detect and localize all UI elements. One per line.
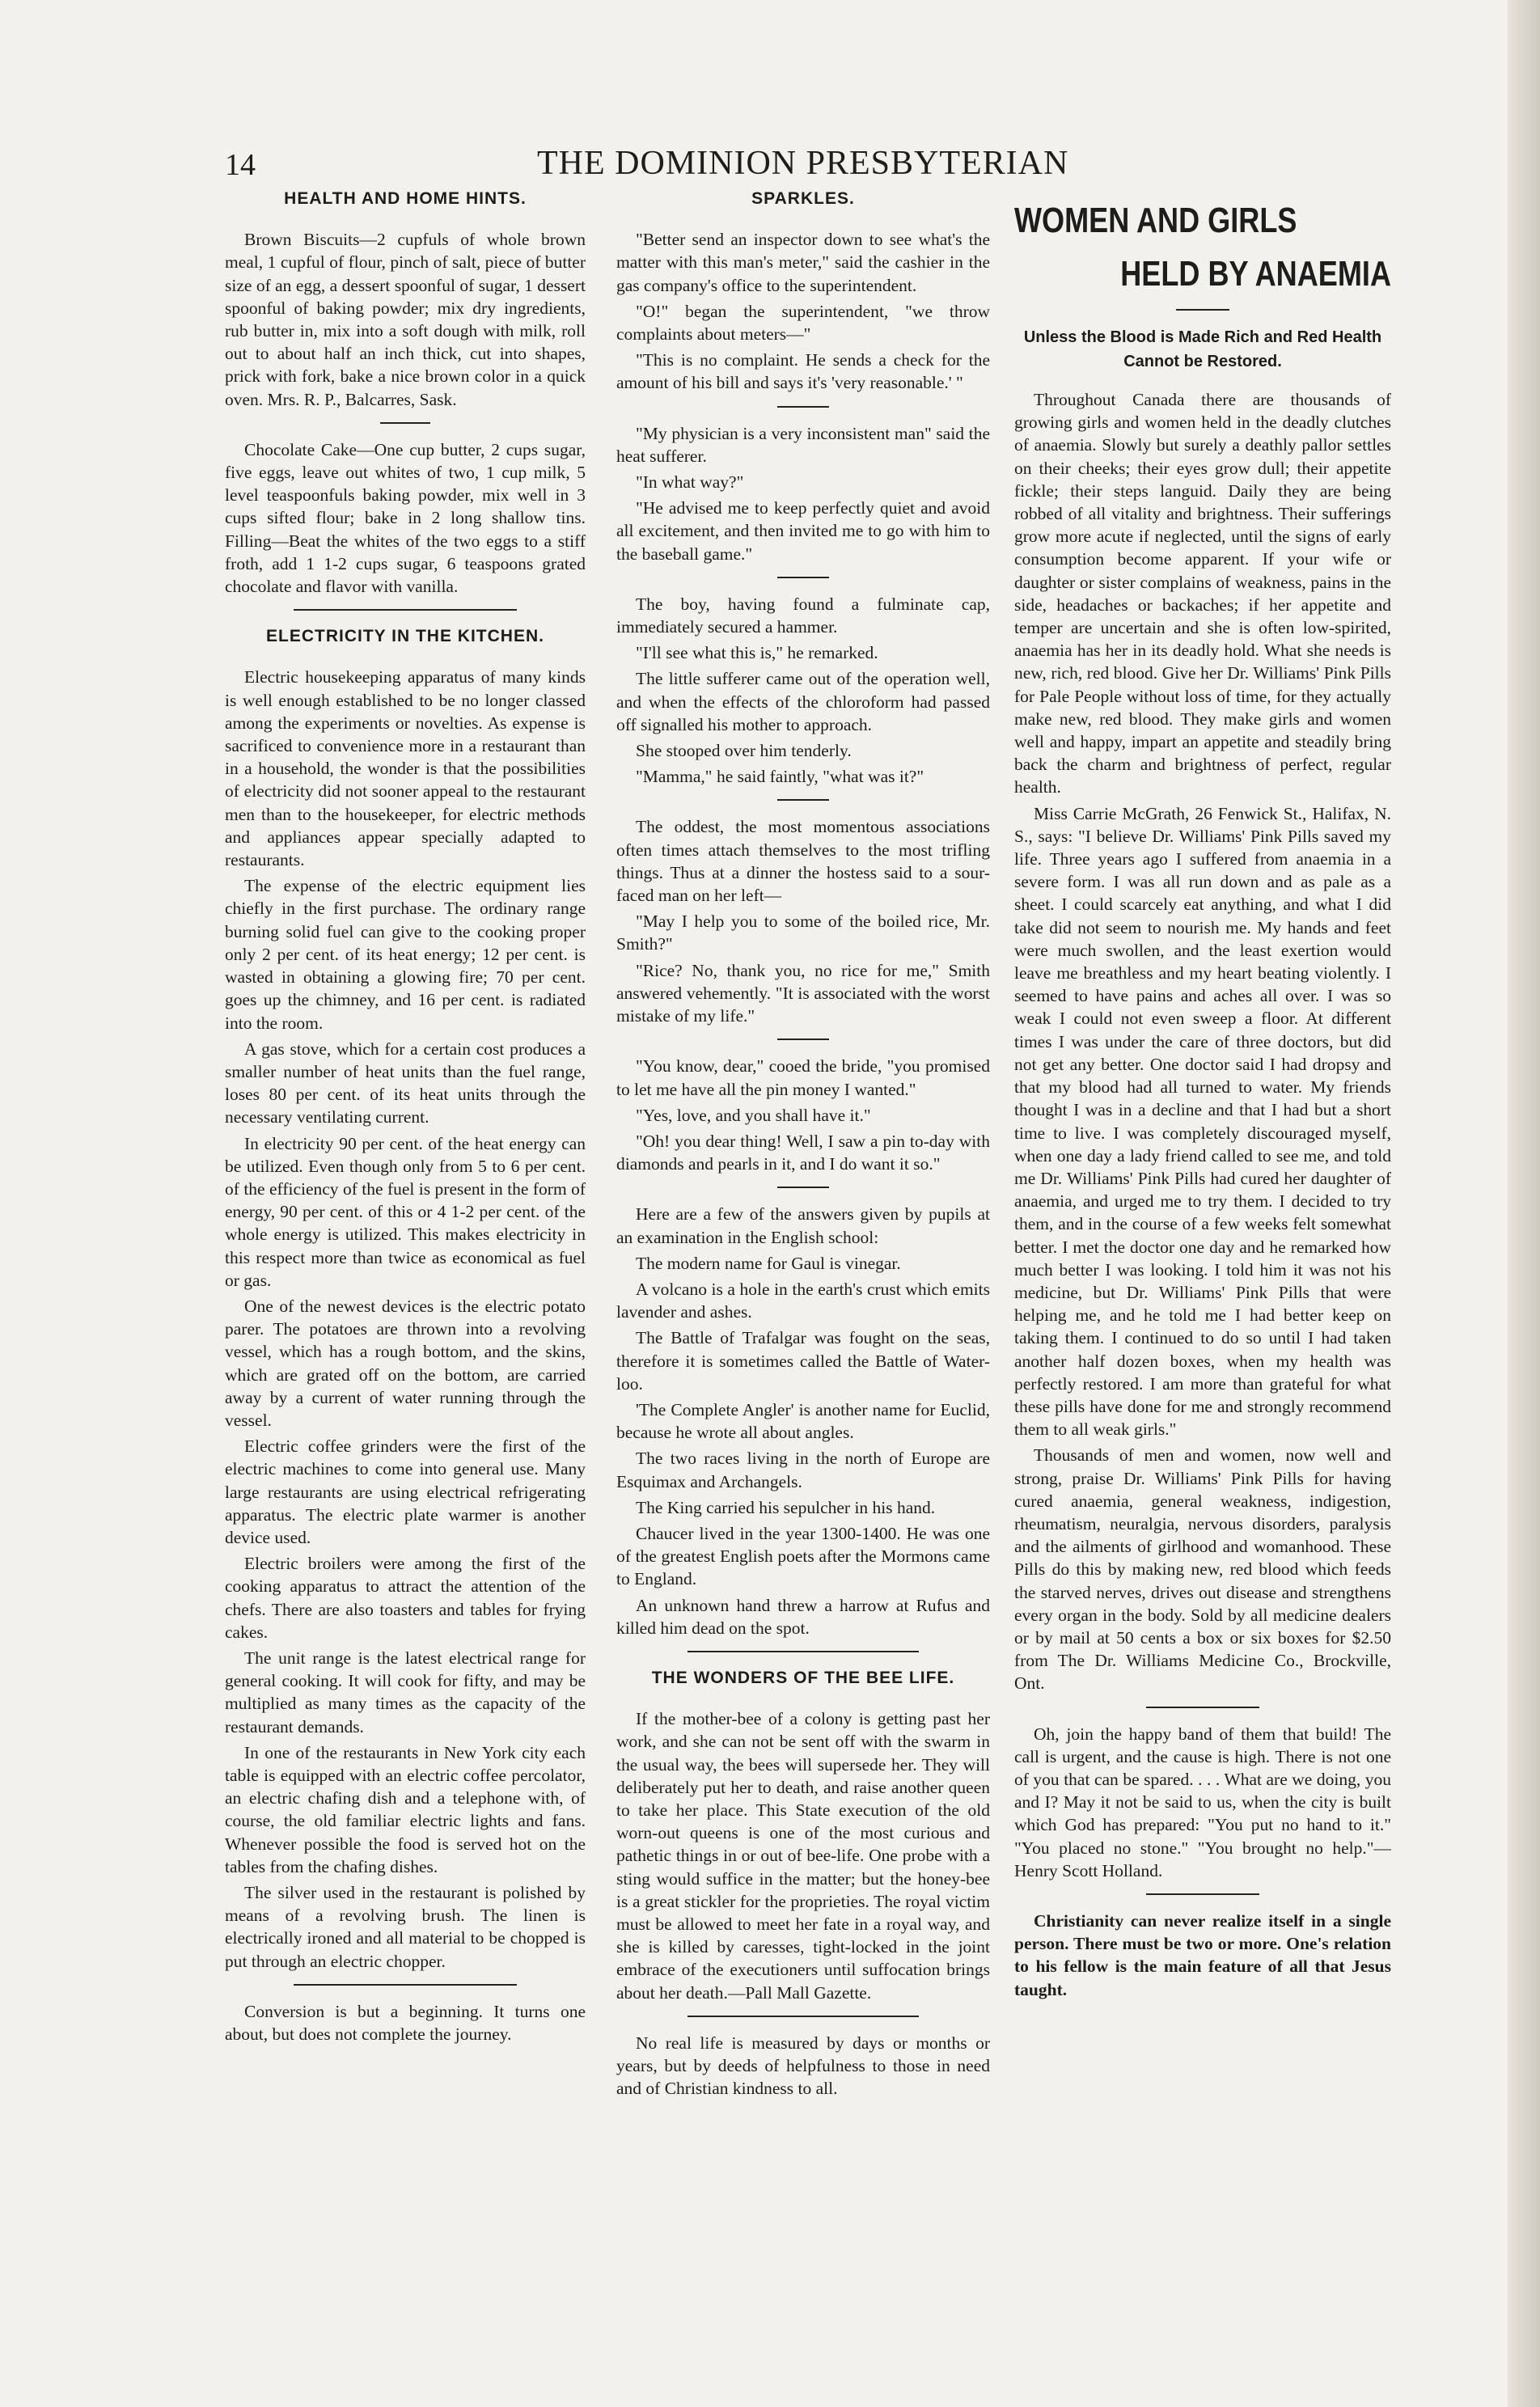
recipe-chocolate-cake: Chocolate Cake—One cup butter, 2 cups sugar, five eggs, leave out whites of two, 1 cup milk, 5 level teaspoonfuls baking powder, mix well in 3 cups sifted flour; bake in 2 long shallow tins. Filling—Beat the whites of the two eggs to a stiff froth, add 1 1-2 cups sugar, 6 teaspoons grated chocolate and flavor with vanilla. [225, 439, 586, 597]
advert-headline-line-1: WOMEN AND GIRLS [1014, 201, 1297, 240]
joke-paragraph: "My physician is a very inconsistent man" said the heat sufferer. [616, 423, 990, 466]
joke-paragraph: She stooped over him tenderly. [636, 741, 852, 761]
advert-headline-line-2: HELD BY ANAEMIA [1120, 254, 1391, 294]
closing-note: Christianity can never realize itself in a single person. There must be two or more. One's relation to his fellow is the main feature of all that Jesus taught. [1014, 1911, 1391, 1999]
joke-paragraph: "May I help you to some of the boiled rice, Mr. Smith?" [616, 912, 990, 954]
article-paragraph: The silver used in the restaurant is polished by means of a revolving brush. The linen is electrically ironed and all material to be chopped is put through an electric chopper. [225, 1883, 586, 1971]
joke-paragraph: "In what way?" [636, 472, 744, 493]
divider [777, 1187, 830, 1188]
joke-paragraph: 'The Complete Angler' is another name for Euclid, because he wrote all about angles. [616, 1399, 990, 1443]
joke-paragraph: "He advised me to keep perfectly quiet and avoid all excitement, and then invited me to go with him to the baseball game." [616, 498, 990, 564]
joke-paragraph: "Better send an inspector down to see what's the matter with this man's meter," said the cashier in the gas company's office to the superintendent. [616, 230, 990, 295]
joke-paragraph: "You know, dear," cooed the bride, "you promised to let me have all the pin money I wanted." [616, 1056, 990, 1099]
joke-paragraph: "Mamma," he said faintly, "what was it?" [636, 767, 924, 787]
article-paragraph: The unit range is the latest electrical range for general cooking. It will cook for fifty, and may be multiplied as many times as the capacity of the restaurant demands. [225, 1648, 586, 1737]
section-heading-electricity: ELECTRICITY IN THE KITCHEN. [266, 627, 544, 646]
article-paragraph: Electric housekeeping apparatus of many kinds is well enough established to be no longer classed among the experiments or novelties. As expense is sacrificed to convenience more in a restaurant than in a household, the wonder is that the possibilities of electricity did not sooner appeal to the restaurant men than to the housekeeper, for electric methods and appliances appear specially adapted to restaurants. [225, 667, 586, 870]
joke-paragraph: The King carried his sepulcher in his hand. [636, 1497, 936, 1517]
advert-paragraph: Thousands of men and women, now well and strong, praise Dr. Williams' Pink Pills for having cured anaemia, general weakness, indigestion, rheumatism, neuralgia, nervous disorders, paralysis and the ailments of girlhood and womanhood. These Pills do this by making new, red blood which feeds the starved nerves, drives out disease and strengthens every organ in the body. Sold by all medicine dealers or by mail at 50 cents a box or six boxes for $2.50 from The Dr. Williams Medicine Co., Brockville, Ont. [1014, 1445, 1391, 1694]
joke-paragraph: "I'll see what this is," he remarked. [636, 643, 878, 663]
article-paragraph: Electric broilers were among the first of the cooking apparatus to attract the attention of the chefs. There are also toasters and tables for frying cakes. [225, 1554, 586, 1642]
joke-paragraph: The little sufferer came out of the operation well, and when the effects of the chloroform had passed off signalled his mother to approach. [616, 669, 990, 734]
article-paragraph: One of the newest devices is the electric potato parer. The potatoes are thrown into a revolving vessel, which has a rough bottom, and the skins, which are grated off on the bottom, are carried away by a current of water running through the vessel. [225, 1296, 586, 1430]
joke-paragraph: "Rice? No, thank you, no rice for me," Smith answered vehemently. "It is associated with the worst mistake of my life." [616, 960, 990, 1026]
divider [688, 1651, 919, 1652]
quote-paragraph: Oh, join the happy band of them that build! The call is urgent, and the cause is high. There is not one of you that can be spared. . . . What are we doing, you and I? May it not be said to us, when the city is built which God has prepared: "You put no hand to it." "You placed no stone." "You brought no help."—Henry Scott Holland. [1014, 1724, 1391, 1880]
section-heading-sparkles: SPARKLES. [751, 189, 855, 208]
article-paragraph: In one of the restaurants in New York city each table is equipped with an electric coffee percolator, an electric chafing dish and a telephone with, of course, the old familiar electric lights and fans. Whenever possible the food is served hot on the tables from the chafing dishes. [225, 1742, 586, 1876]
joke-paragraph: Here are a few of the answers given by pupils at an examination in the English school: [616, 1204, 990, 1247]
article-paragraph: Electric coffee grinders were the first of the electric machines to come into general use. Many large restaurants are using electrical refrigerating apparatus. The electric plate warmer is another device used. [225, 1436, 586, 1547]
page-number: 14 [225, 148, 256, 182]
section-heading-bee-life: THE WONDERS OF THE BEE LIFE. [651, 1668, 955, 1687]
divider [777, 799, 830, 801]
joke-paragraph: "This is no complaint. He sends a check for the amount of his bill and says it's 'very reasonable.' " [616, 350, 990, 393]
divider [688, 2016, 919, 2017]
joke-paragraph: The Battle of Trafalgar was fought on the seas, therefore it is sometimes called the Battle of Water-loo. [616, 1328, 990, 1394]
column-right [1014, 188, 1391, 2004]
article-paragraph: In electricity 90 per cent. of the heat energy can be utilized. Even though only from 5 to 6 per cent. of the efficiency of the fuel is present in the form of energy, 90 per cent. of this or 4 1-2 per cent. of the whole energy is utilized. This makes electricity in this respect more than twice as economical as fuel or gas. [225, 1133, 586, 1290]
divider [1146, 1893, 1259, 1895]
divider [777, 1039, 830, 1040]
divider [294, 609, 518, 611]
joke-paragraph: Chaucer lived in the year 1300-1400. He was one of the greatest English poets after the Mormons came to England. [616, 1523, 990, 1589]
divider [294, 1984, 518, 1986]
joke-paragraph: The two races living in the north of Europe are Esquimax and Archangels. [616, 1449, 990, 1491]
advert-testimonial: Miss Carrie McGrath, 26 Fenwick St., Halifax, N. S., says: "I believe Dr. Williams' Pink Pills saved my life. Three years ago I suffered from anaemia in a severe form. I was all run down and as pale as a sheet. I could scarcely eat anything, and what I did take did not seem to nourish me. My hands and feet were much swollen, and the least exertion would leave me breathless and my heart beating violently. I seemed to have pains and aches all over. I was so weak I could not even sweep a floor. At different times I was under the care of three doctors, but did not get any better. One doctor said I had dropsy and that my blood had all turned to water. My friends thought I was in a decline and that I had but a short time to live. I was completely discouraged myself, when one day a lady friend called to see me, and told me Dr. Williams' Pink Pills had cured her daughter of anaemia, and urged me to try them. I decided to try them, and in the course of a few weeks felt somewhat better. I met the doctor one day and he remarked how much better I was looking. I told him it was not his medicine, but Dr. Williams' Pink Pills that were helping me, and he told me I had better keep on taking them. I continued to do so until I had taken another half dozen boxes, when my health was perfectly restored. I am more than grateful for what these pills have done for me and strongly recommend them to all weak girls." [1014, 803, 1391, 1440]
joke-paragraph: "Yes, love, and you shall have it." [636, 1105, 871, 1125]
article-paragraph: If the mother-bee of a colony is getting past her work, and she can not be sent off with the swarm in the usual way, the bees will supersede her. They will deliberately put her to death, and raise another queen to take her place. This State execution of the old worn-out queens is one of the most curious and pathetic things in or out of bee-life. One probe with a sting would suffice in the matter; but the honey-bee is a great stickler for the proprieties. The royal victim must be allowed to meet her fate in a royal way, and she is killed by caresses, tight-locked in the joint embrace of the executioners until suffocation brings about her death.—Pall Mall Gazette. [616, 1709, 990, 2003]
article-paragraph: The expense of the electric equipment lies chiefly in the first purchase. The ordinary range burning solid fuel can give to the cooking proper only 2 per cent. of its heat energy; 12 per cent. is wasted in obtaining a glowing fire; 70 per cent. goes up the chimney, and 16 per cent. is radiated into the room. [225, 876, 586, 1033]
recipe-brown-biscuits: Brown Biscuits—2 cupfuls of whole brown meal, 1 cupful of flour, pinch of salt, piece of butter size of an egg, a dessert spoonful of sugar, 1 dessert spoonful of baking powder; mix dry ingredients, rub butter in, mix into a soft dough with milk, roll out to about half an inch thick, cut into shapes, prick with fork, bake a nice brown color in a quick oven. Mrs. R. P., Balcarres, Sask. [225, 230, 586, 409]
advert-subheading: Unless the Blood is Made Rich and Red Health Cannot be Restored. [1023, 328, 1382, 370]
article-paragraph: A gas stove, which for a certain cost produces a smaller number of heat units than the fuel range, loses 80 per cent. of its heat units through the necessary ventilating current. [225, 1039, 586, 1127]
joke-paragraph: A volcano is a hole in the earth's crust which emits lavender and ashes. [616, 1279, 990, 1322]
joke-paragraph: The modern name for Gaul is vinegar. [636, 1253, 901, 1273]
joke-paragraph: The oddest, the most momentous associations often times attach themselves to the most trifling things. Thus at a dinner the hostess said to a sour-faced man on her left— [616, 817, 990, 906]
divider [380, 422, 430, 424]
divider [1146, 1707, 1259, 1708]
divider [777, 406, 830, 408]
divider [1176, 309, 1229, 311]
column-left [225, 188, 586, 2049]
joke-paragraph: An unknown hand threw a harrow at Rufus and killed him dead on the spot. [616, 1595, 990, 1638]
joke-paragraph: "Oh! you dear thing! Well, I saw a pin to-day with diamonds and pearls in it, and I do want it so." [616, 1131, 990, 1174]
closing-note: Conversion is but a beginning. It turns one about, but does not complete the journey. [225, 2001, 586, 2045]
joke-paragraph: The boy, having found a fulminate cap, immediately secured a hammer. [616, 594, 990, 637]
joke-paragraph: "O!" began the superintendent, "we throw complaints about meters—" [616, 301, 990, 345]
section-heading-health: HEALTH AND HOME HINTS. [284, 189, 527, 208]
page-spine-shadow [1508, 0, 1540, 2407]
masthead: THE DOMINION PRESBYTERIAN [537, 145, 1069, 182]
advert-paragraph: Throughout Canada there are thousands of growing girls and women held in the deadly clutches of anaemia. Slowly but surely a deathly pallor settles on their cheeks; their eyes grow dull; their appetite fickle; their steps languid. Daily they are being robbed of all vitality and brightness. Their sufferings grow more acute if neglected, until the signs of early consumption become apparent. If your wife or daughter or sister complains of weakness, pains in the side, headaches or backaches; if her appetite and temper are uncertain and she is often low-spirited, anaemia has her in its deadly hold. What she needs is new, rich, red blood. Give her Dr. Williams' Pink Pills for Pale People without loss of time, for they actually make new, red blood. They make girls and women well and happy, impart an appetite and steadily bring back the charm and brightness of perfect, regular health. [1014, 390, 1391, 797]
column-middle [616, 188, 990, 2103]
divider [777, 577, 830, 578]
closing-note: No real life is measured by days or months or years, but by deeds of helpfulness to those in need and of Christian kindness to all. [616, 2033, 990, 2099]
